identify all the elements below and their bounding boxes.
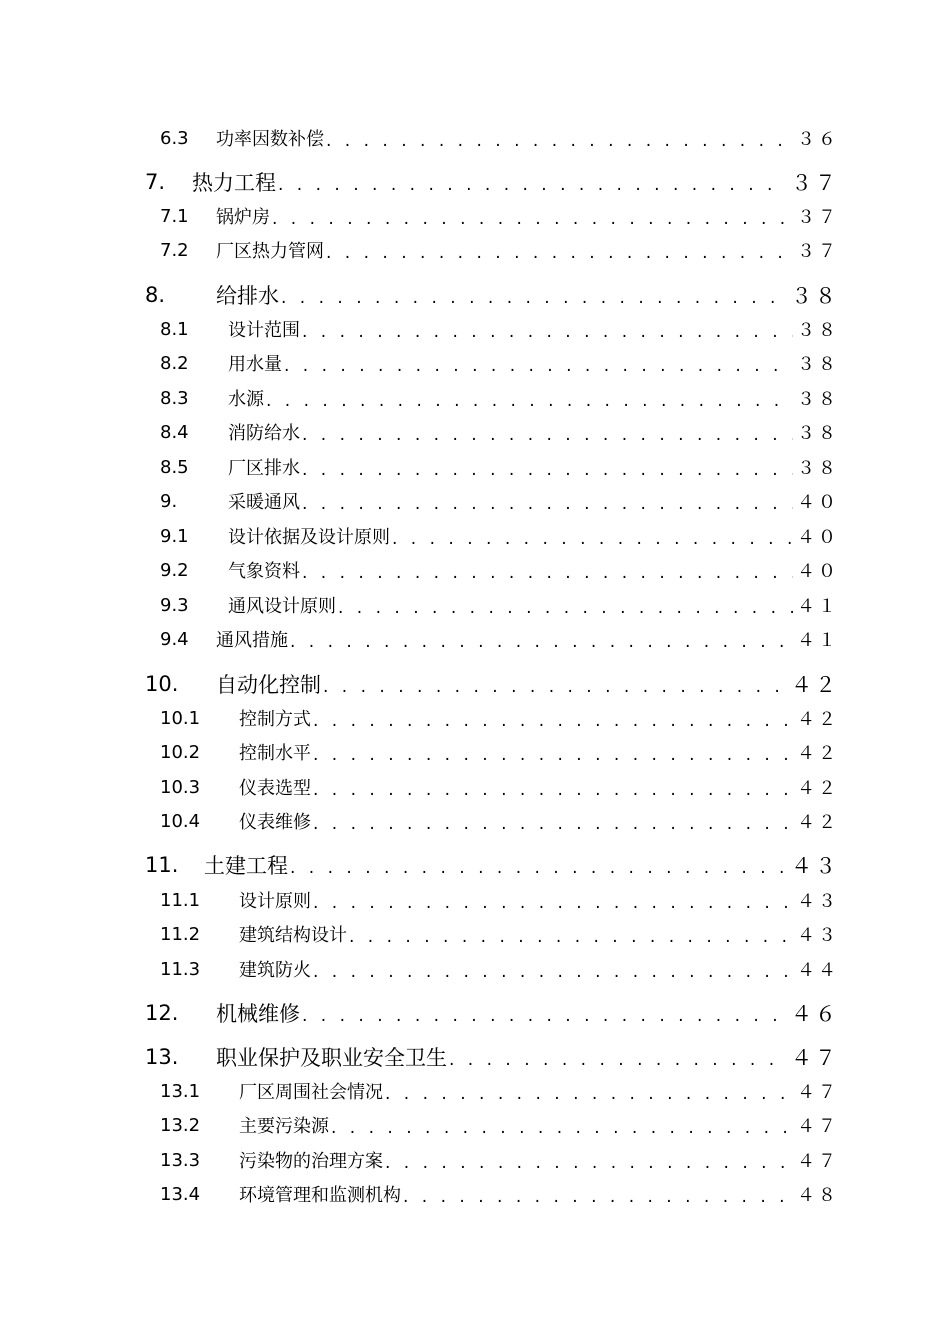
entry-page: ３７: [791, 171, 839, 195]
dot-leader: [323, 677, 787, 701]
entry-number: 13.: [145, 1045, 179, 1069]
dot-leader: [284, 356, 793, 380]
dot-leader: [302, 425, 793, 449]
dot-leader: [290, 858, 787, 882]
toc-entry: [145, 278, 839, 312]
toc-entry: [160, 346, 839, 380]
entry-number: 9.1: [160, 525, 189, 547]
dot-leader: [338, 598, 793, 622]
entry-number: 7.: [145, 170, 166, 194]
entry-title: 消防给水: [228, 423, 300, 444]
entry-number: 9.: [160, 490, 178, 512]
entry-number: 7.2: [160, 239, 189, 261]
entry-number: 13.1: [160, 1080, 201, 1102]
dot-leader: [331, 1118, 793, 1142]
dot-leader: [349, 927, 793, 951]
entry-page: ４０: [797, 527, 839, 548]
dot-leader: [385, 1084, 793, 1108]
entry-page: ３６: [797, 129, 839, 150]
dot-leader: [313, 893, 793, 917]
toc-entry: [160, 1143, 839, 1177]
dot-leader: [302, 494, 793, 518]
entry-page: ４７: [797, 1082, 839, 1103]
entry-page: ４２: [797, 743, 839, 764]
entry-page: ４３: [797, 891, 839, 912]
entry-page: ４２: [791, 673, 839, 697]
entry-title: 热力工程: [192, 171, 276, 195]
entry-title: 职业保护及职业安全卫生: [216, 1046, 447, 1070]
entry-number: 8.3: [160, 387, 189, 409]
entry-number: 7.1: [160, 205, 189, 227]
entry-page: ４３: [791, 854, 839, 878]
entry-page: ４１: [797, 630, 839, 651]
dot-leader: [272, 209, 793, 233]
entry-title: 设计依据及设计原则: [228, 527, 390, 548]
entry-title: 用水量: [228, 354, 282, 375]
toc-entry: [145, 667, 839, 701]
dot-leader: [392, 529, 793, 553]
toc-entry: [160, 381, 839, 415]
toc-entry: [160, 770, 839, 804]
toc-entry: [160, 1108, 839, 1142]
entry-title: 控制水平: [239, 743, 311, 764]
entry-title: 建筑结构设计: [239, 925, 347, 946]
toc-entry: [160, 622, 839, 656]
entry-page: ４７: [797, 1116, 839, 1137]
toc-entry: [160, 735, 839, 769]
entry-number: 10.4: [160, 810, 201, 832]
entry-title: 厂区排水: [228, 458, 300, 479]
entry-page: ４７: [797, 1151, 839, 1172]
dot-leader: [313, 814, 793, 838]
dot-leader: [278, 175, 787, 199]
entry-title: 设计范围: [228, 320, 300, 341]
entry-title: 厂区热力管网: [216, 241, 324, 262]
dot-leader: [302, 460, 793, 484]
entry-title: 自动化控制: [216, 673, 321, 697]
toc-entry: [145, 996, 839, 1030]
toc-entry: [160, 450, 839, 484]
dot-leader: [290, 632, 793, 656]
entry-page: ４０: [797, 492, 839, 513]
toc-entry: [160, 804, 839, 838]
entry-title: 设计原则: [239, 891, 311, 912]
entry-title: 采暖通风: [228, 492, 300, 513]
entry-page: ４３: [797, 925, 839, 946]
entry-title: 给排水: [216, 284, 279, 308]
dot-leader: [266, 391, 793, 415]
entry-page: ３８: [797, 389, 839, 410]
toc-entry: [160, 484, 839, 518]
entry-page: ４１: [797, 596, 839, 617]
toc-entry: [160, 415, 839, 449]
dot-leader: [313, 780, 793, 804]
dot-leader: [302, 1006, 787, 1030]
entry-page: ３７: [797, 207, 839, 228]
entry-number: 10.: [145, 672, 179, 696]
dot-leader: [403, 1187, 793, 1211]
entry-title: 气象资料: [228, 561, 300, 582]
toc-entry: [160, 588, 839, 622]
dot-leader: [302, 563, 793, 587]
entry-title: 锅炉房: [216, 207, 270, 228]
toc-entry: [160, 121, 839, 155]
entry-title: 建筑防火: [239, 960, 311, 981]
entry-number: 6.3: [160, 127, 189, 149]
toc-entry: [160, 917, 839, 951]
entry-number: 10.1: [160, 707, 201, 729]
entry-title: 仪表维修: [239, 812, 311, 833]
toc-entry: [160, 199, 839, 233]
entry-number: 13.2: [160, 1114, 201, 1136]
entry-number: 13.3: [160, 1149, 201, 1171]
entry-number: 11.3: [160, 958, 201, 980]
entry-page: ４７: [791, 1046, 839, 1070]
entry-page: ４２: [797, 778, 839, 799]
entry-number: 10.3: [160, 776, 201, 798]
entry-number: 11.2: [160, 923, 201, 945]
entry-title: 通风措施: [216, 630, 288, 651]
dot-leader: [302, 322, 793, 346]
entry-title: 污染物的治理方案: [239, 1151, 383, 1172]
dot-leader: [281, 288, 787, 312]
toc-entry: [160, 952, 839, 986]
entry-title: 主要污染源: [239, 1116, 329, 1137]
dot-leader: [385, 1153, 793, 1177]
toc-entry: [145, 848, 839, 882]
toc-entry: [160, 883, 839, 917]
entry-number: 8.1: [160, 318, 189, 340]
entry-title: 仪表选型: [239, 778, 311, 799]
dot-leader: [313, 711, 793, 735]
toc-entry: [160, 1074, 839, 1108]
toc-entry: [160, 1177, 839, 1211]
dot-leader: [326, 243, 793, 267]
entry-title: 机械维修: [216, 1002, 300, 1026]
entry-number: 12.: [145, 1001, 179, 1025]
entry-title: 土建工程: [204, 854, 288, 878]
entry-page: ３８: [797, 458, 839, 479]
entry-page: ３８: [797, 354, 839, 375]
dot-leader: [313, 962, 793, 986]
entry-number: 11.: [145, 853, 179, 877]
toc-entry: [145, 165, 839, 199]
entry-page: ３８: [797, 423, 839, 444]
entry-title: 环境管理和监测机构: [239, 1185, 401, 1206]
entry-number: 10.2: [160, 741, 201, 763]
entry-number: 8.5: [160, 456, 189, 478]
entry-page: ４８: [797, 1185, 839, 1206]
entry-page: ４２: [797, 812, 839, 833]
entry-page: ４６: [791, 1002, 839, 1026]
entry-number: 8.2: [160, 352, 189, 374]
entry-page: ４４: [797, 960, 839, 981]
toc-entry: [145, 1040, 839, 1074]
entry-title: 功率因数补偿: [216, 129, 324, 150]
toc-entry: [160, 701, 839, 735]
entry-number: 13.4: [160, 1183, 201, 1205]
entry-title: 厂区周围社会情况: [239, 1082, 383, 1103]
entry-page: ３８: [797, 320, 839, 341]
toc-entry: [160, 519, 839, 553]
toc-entry: [160, 233, 839, 267]
dot-leader: [326, 131, 793, 155]
entry-number: 8.: [145, 283, 166, 307]
entry-number: 8.4: [160, 421, 189, 443]
entry-page: ４０: [797, 561, 839, 582]
entry-title: 控制方式: [239, 709, 311, 730]
entry-title: 通风设计原则: [228, 596, 336, 617]
entry-number: 9.4: [160, 628, 189, 650]
entry-page: ３７: [797, 241, 839, 262]
dot-leader: [449, 1050, 787, 1074]
entry-page: ３８: [791, 284, 839, 308]
toc-entry: [160, 553, 839, 587]
entry-page: ４２: [797, 709, 839, 730]
entry-title: 水源: [228, 389, 264, 410]
entry-number: 9.3: [160, 594, 189, 616]
entry-number: 11.1: [160, 889, 201, 911]
toc-entry: [160, 312, 839, 346]
entry-number: 9.2: [160, 559, 189, 581]
dot-leader: [313, 745, 793, 769]
